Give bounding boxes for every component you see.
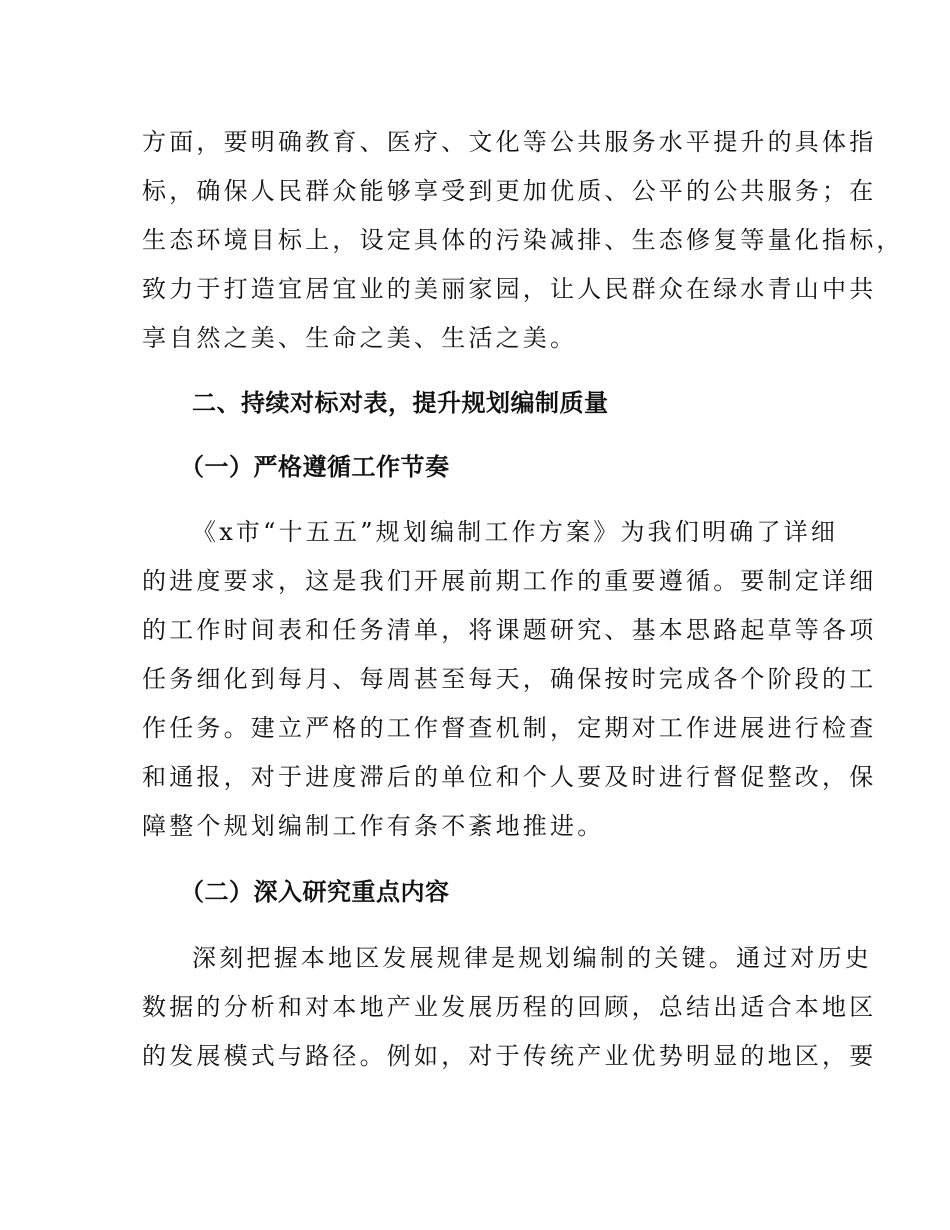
paragraph-line: 深刻把握本地区发展规律是规划编制的关键。通过对历史 (192, 944, 872, 972)
paragraph-line: 标，确保人民群众能够享受到更加优质、公平的公共服务；在 (142, 177, 877, 205)
paragraph-line: 致力于打造宜居宜业的美丽家园，让人民群众在绿水青山中共 (142, 275, 877, 303)
paragraph-1 (142, 118, 904, 363)
paragraph-line: 《x市“十五五”规划编制工作方案》为我们明确了详细 (192, 518, 839, 546)
subsection-heading-1: （一）严格遵循工作节奏 (180, 453, 450, 481)
document-body (142, 118, 904, 1081)
paragraph-line: 数据的分析和对本地产业发展历程的回顾，总结出适合本地区 (142, 993, 877, 1021)
paragraph-line: 享自然之美、生命之美、生活之美。 (142, 324, 578, 352)
paragraph-line: 生态环境目标上，设定具体的污染减排、生态修复等量化指标， (142, 226, 904, 254)
paragraph-3 (142, 934, 877, 1081)
section-heading-2: 二、持续对标对表，提升规划编制质量 (192, 389, 609, 417)
paragraph-line: 和通报，对于进度滞后的单位和个人要及时进行督促整改，保 (142, 763, 877, 791)
paragraph-line: 的发展模式与路径。例如，对于传统产业优势明显的地区，要 (142, 1042, 877, 1070)
paragraph-line: 任务细化到每月、每周甚至每天，确保按时完成各个阶段的工 (142, 665, 877, 693)
paragraph-line: 障整个规划编制工作有条不紊地推进。 (142, 812, 605, 840)
subsection-heading-2: （二）深入研究重点内容 (180, 878, 450, 906)
paragraph-line: 的进度要求，这是我们开展前期工作的重要遵循。要制定详细 (142, 567, 877, 595)
paragraph-2 (142, 508, 877, 851)
paragraph-line: 作任务。建立严格的工作督查机制，定期对工作进展进行检查 (142, 714, 877, 742)
paragraph-line: 的工作时间表和任务清单，将课题研究、基本思路起草等各项 (142, 616, 877, 644)
paragraph-line: 方面，要明确教育、医疗、文化等公共服务水平提升的具体指 (142, 128, 877, 156)
